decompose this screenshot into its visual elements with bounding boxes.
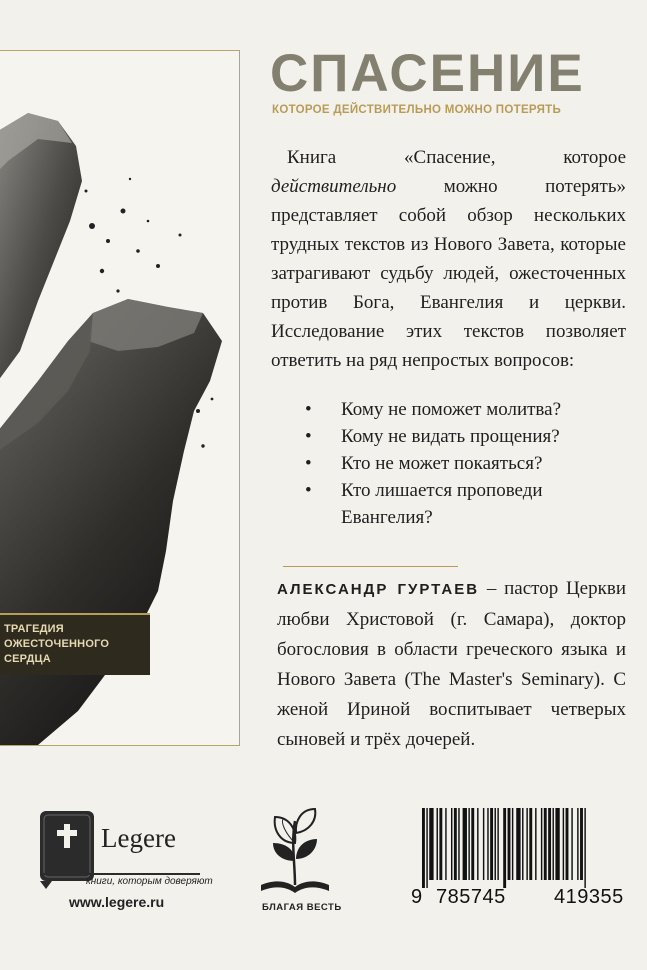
tagline-line: ТРАГЕДИЯ bbox=[4, 623, 64, 635]
barcode-bar bbox=[553, 808, 554, 880]
author-bio-text: – пастор Церкви любви Христовой (г. Самара), доктор богословия в области греческого языка и Нового Завета (The Master's Seminary). С женой Ириной воспитывает четверых сыновей и трёх дочерей. bbox=[277, 578, 626, 750]
barcode-bar bbox=[487, 808, 488, 880]
barcode-bar bbox=[458, 808, 459, 880]
description-italic: действительно bbox=[271, 176, 397, 197]
barcode-bar bbox=[571, 808, 572, 880]
cover-tagline bbox=[0, 613, 150, 675]
book-subtitle: КОТОРОЕ ДЕЙСТВИТЕЛЬНО МОЖНО ПОТЕРЯТЬ bbox=[272, 104, 562, 116]
list-item: • Кому не поможет молитва? bbox=[305, 396, 625, 423]
barcode-bar bbox=[522, 808, 523, 880]
barcode-lead-digit: 9 bbox=[411, 886, 423, 908]
tagline-line: СЕРДЦА bbox=[4, 653, 51, 665]
barcode-bar bbox=[426, 808, 427, 888]
publisher-slogan: книги, которым доверяют bbox=[86, 876, 213, 887]
section-divider bbox=[283, 566, 458, 567]
barcode-bar bbox=[451, 808, 452, 880]
barcode-bar bbox=[503, 808, 506, 888]
barcode-bar bbox=[468, 808, 469, 880]
isbn-barcode bbox=[420, 808, 634, 888]
partner-name: БЛАГАЯ ВЕСТЬ bbox=[262, 902, 342, 913]
barcode-bar bbox=[445, 808, 446, 880]
barcode-bar bbox=[577, 808, 578, 880]
barcode-bar bbox=[477, 808, 478, 880]
barcode-bar bbox=[584, 808, 585, 888]
barcode-bar bbox=[454, 808, 457, 880]
barcode-bar bbox=[439, 808, 442, 880]
barcode-bar bbox=[437, 808, 438, 880]
barcode-bar bbox=[526, 808, 527, 880]
book-description bbox=[271, 143, 626, 375]
barcode-bar bbox=[508, 808, 511, 880]
barcode-bar bbox=[495, 808, 496, 880]
sprout-book-icon bbox=[255, 803, 335, 901]
list-item: • Кому не видать прощения? bbox=[305, 423, 625, 450]
publisher-name: Legere bbox=[101, 823, 176, 853]
barcode-bar bbox=[541, 808, 542, 880]
barcode-bar bbox=[490, 808, 493, 880]
barcode-bar bbox=[566, 808, 569, 880]
book-title: СПАСЕНИЕ bbox=[270, 44, 585, 103]
author-bio bbox=[277, 574, 626, 755]
cover-photo-frame bbox=[0, 50, 240, 746]
tagline-line: ОЖЕСТОЧЕННОГО bbox=[4, 638, 110, 650]
description-rest: можно потерять» представляет собой обзор нескольких трудных текстов из Нового Завета, которые затрагивают судьбу людей, ожесточенных против Бога, Евангелия и церкви. Исследование этих текстов позволяет ответить на ряд непростых вопросов: bbox=[271, 176, 626, 371]
author-name: АЛЕКСАНДР ГУРТАЕВ bbox=[277, 581, 480, 598]
barcode-group-1: 785745 bbox=[436, 886, 506, 908]
barcode-bar bbox=[512, 808, 513, 880]
list-item: • Кто не может покаяться? bbox=[305, 450, 625, 477]
description-lead: Книга «Спасение, которое bbox=[287, 147, 626, 168]
description-paragraph bbox=[271, 143, 626, 375]
barcode-bar bbox=[580, 808, 583, 880]
barcode-bar bbox=[422, 808, 425, 888]
barcode-bar bbox=[516, 808, 520, 880]
barcode-bar bbox=[544, 808, 547, 880]
barcode-group-2: 419355 bbox=[554, 886, 624, 908]
barcode-bar bbox=[563, 808, 564, 880]
list-item: • Кто лишается проповеди Евангелия? bbox=[305, 477, 625, 531]
barcode-bar bbox=[535, 808, 536, 880]
barcode-bar bbox=[555, 808, 559, 880]
barcode-bar bbox=[429, 808, 433, 880]
barcode-bar bbox=[548, 808, 551, 880]
publisher-url: www.legere.ru bbox=[69, 894, 165, 910]
barcode-bar bbox=[529, 808, 532, 880]
barcode-bar bbox=[463, 808, 467, 880]
questions-list bbox=[305, 396, 625, 531]
barcode-bar bbox=[483, 808, 484, 880]
barcode-bar bbox=[471, 808, 474, 880]
barcode-bar bbox=[497, 808, 498, 880]
